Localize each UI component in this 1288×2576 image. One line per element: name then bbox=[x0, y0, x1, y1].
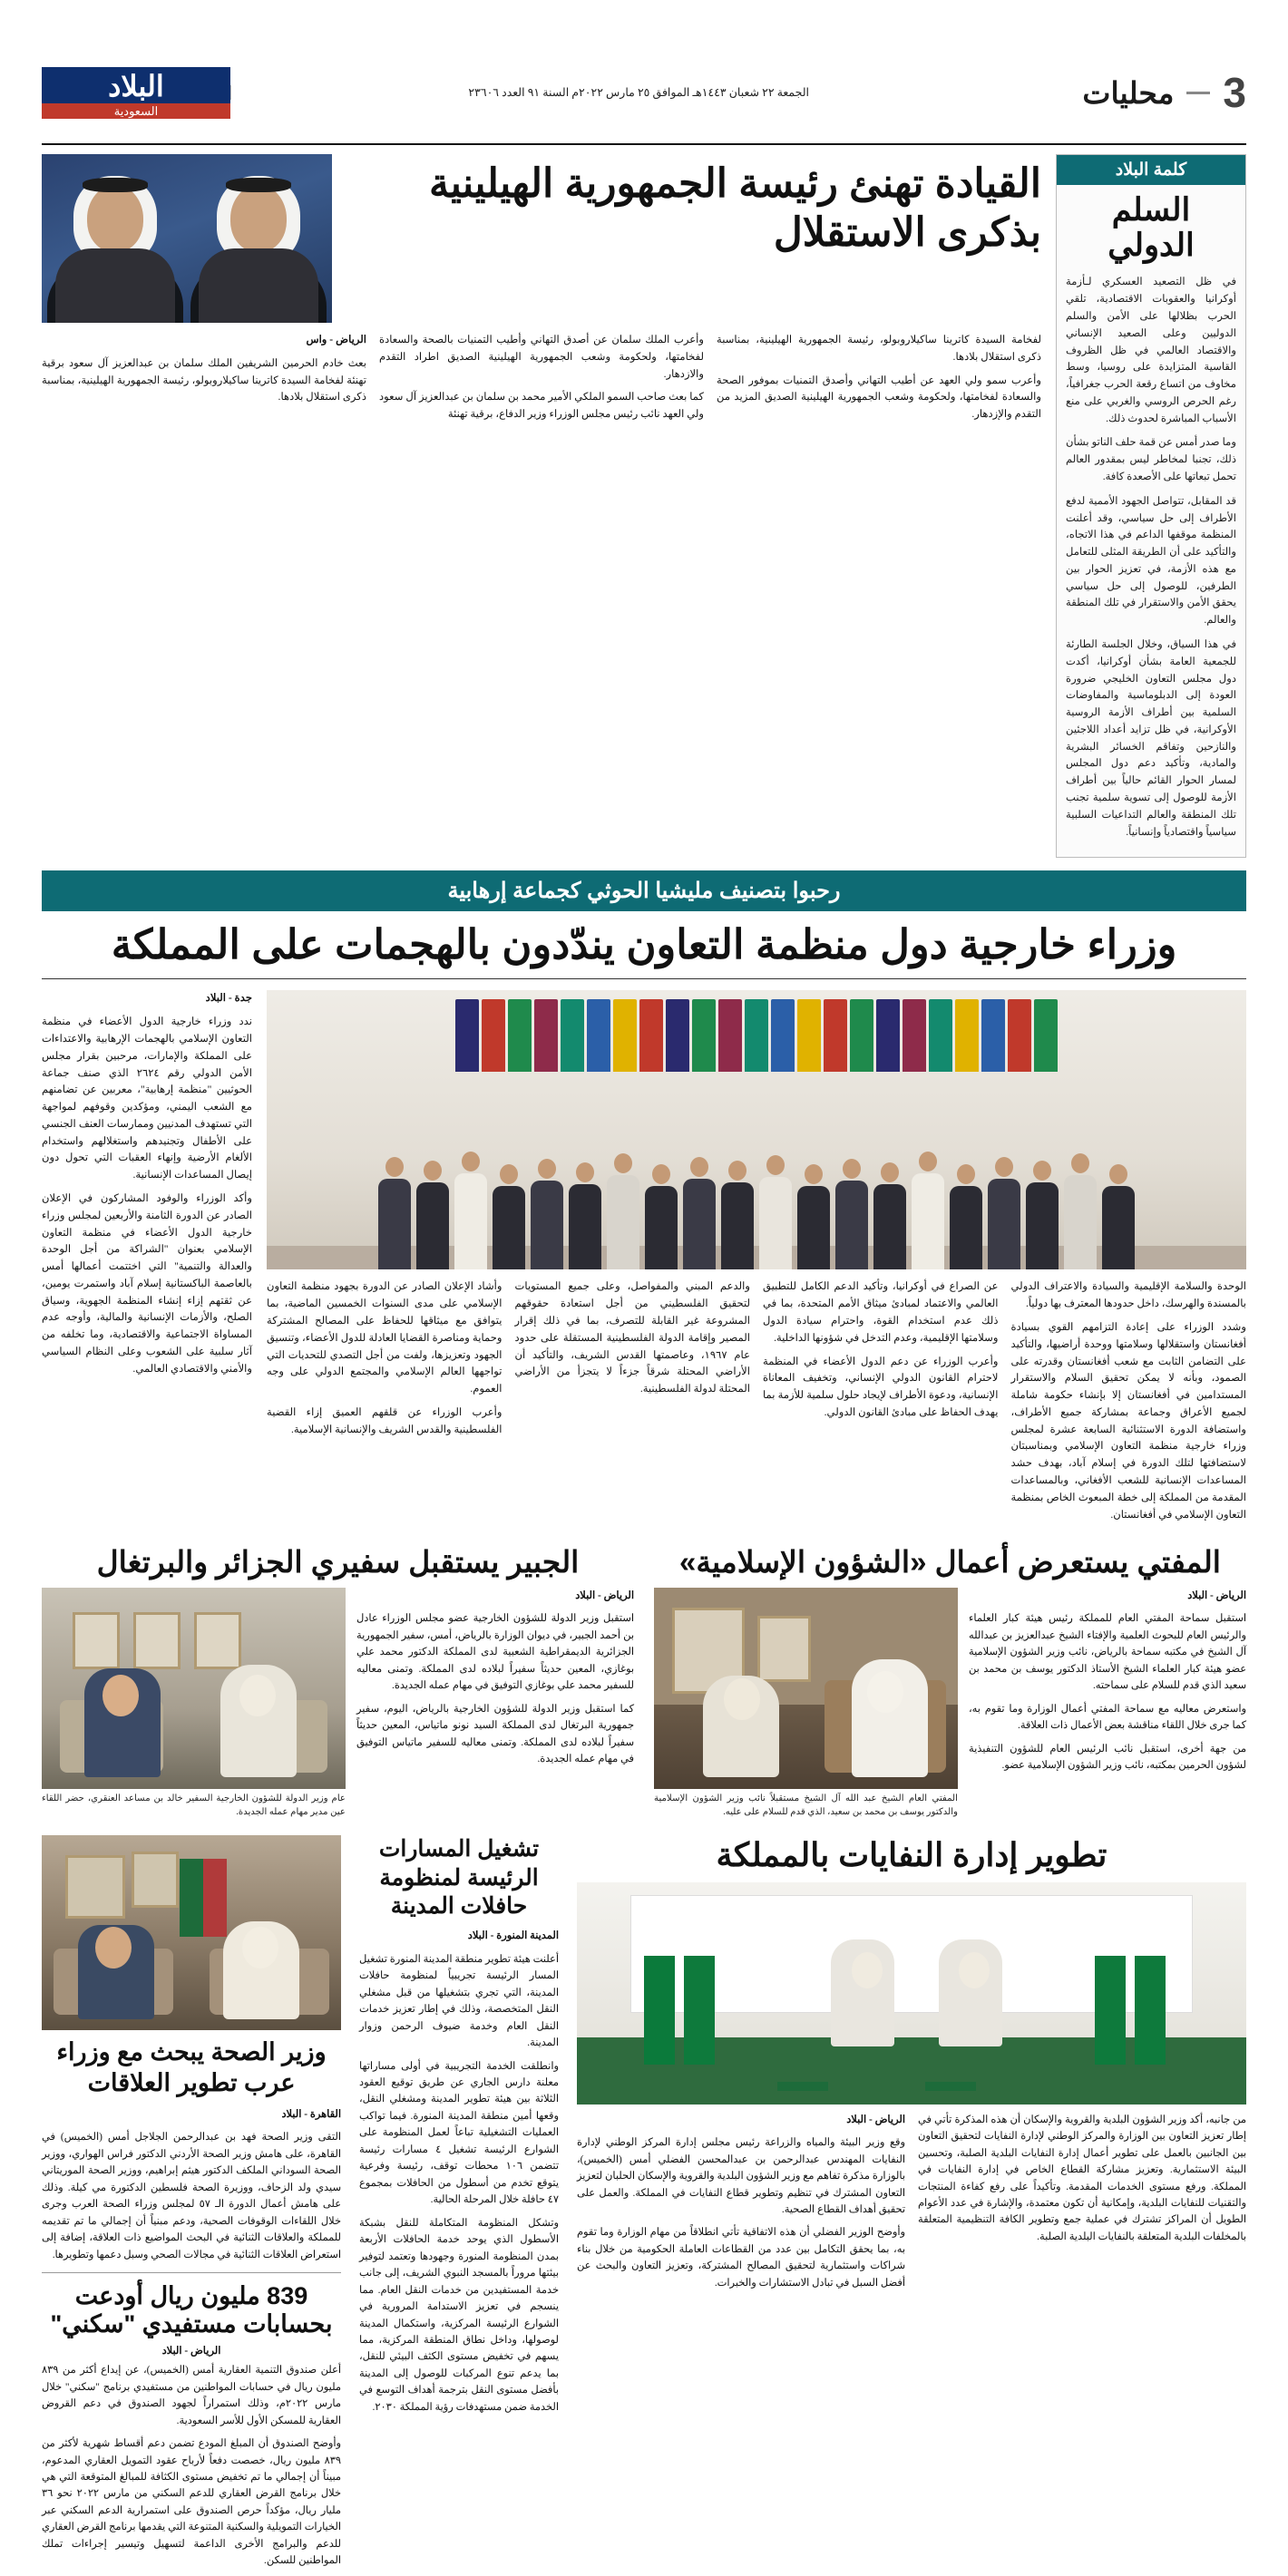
housing-headline: 839 مليون ريال أودعت بحسابات مستفيدي "سكني" bbox=[50, 2282, 333, 2338]
top-section bbox=[42, 154, 1246, 858]
dateline: القاهرة - البلاد bbox=[281, 2108, 341, 2120]
main-story-right-column bbox=[42, 990, 252, 1384]
dateline: المدينة المنورة - البلاد bbox=[467, 1930, 559, 1942]
opinion-title: السلم الدولي bbox=[1107, 192, 1195, 264]
lead-story bbox=[42, 154, 1041, 430]
lead-photo-royals bbox=[42, 154, 332, 323]
masthead bbox=[42, 0, 1246, 136]
story-housing bbox=[42, 2282, 341, 2570]
story-madinah-buses bbox=[359, 1835, 559, 2422]
mufti-headline: المفتي يستعرض أعمال «الشؤون الإسلامية» bbox=[679, 1545, 1221, 1580]
paragraph: وأشاد الإعلان الصادر عن الدورة بجهود منظمة التعاون الإسلامي على مدى السنوات الخمسين الماضية، بما يتوافق مع ميثاقها للحفاظ على المصالح المشتركة وحماية ومناصرة القضايا العادلة للدول الأعضاء، وتنسيق الجهود وتعزيزها، ولفت من أجل التصدي للتحديات التي تواجهها العالم الإسلامي والمجتمع الدولي على وجه العموم. bbox=[267, 1280, 503, 1395]
paragraph: وأوضح الصندوق أن المبلغ المودع تضمن دعم أقساط شهرية لأكثر من ٨٣٩ مليون ريال، خصصت دفعاً لأرباح عقود التمويل العقاري المدعوم، مبيناً أن إجمالي ما تم تخفيض مستوى الكثافة للمبالغ المتوقعة التي هي خلال برنامج القرض العقاري للدعم السكني من مارس ٢٠٢٢ نحو ٣٦ مليار ريال، مؤكداً حرص الصندوق على استمرارية الدعم السكني عبر الخيارات التمويلية والسكنية المتنوعة التي يقدمها برنامج القرض العقاري للدعم والبرامج الأخرى الداعمة لتسهيل وتيسير إجراءات تملك المواطنين للسكن. bbox=[42, 2438, 341, 2567]
madinah-body bbox=[359, 1928, 559, 2416]
opinion-paragraph: قد المقابل، تتواصل الجهود الأممية لدفع الأطراف إلى حل سياسي، وقد أعلنت المنظمة موقفها الداعم في هذا الاتجاه، والتأكيد على أن الطريقة المثلى للتعامل مع هذه الأزمة، في تعزيز الحوار بين الطرفين، للوصول إلى حل سياسي يحقق الأمن والاستقرار في تلك المنطقة والعالم. bbox=[1066, 494, 1236, 627]
story-health bbox=[42, 1835, 341, 2263]
opinion-badge: كلمة البلاد bbox=[1057, 155, 1245, 185]
jubeir-inner bbox=[42, 1588, 634, 1820]
lead-story-body bbox=[42, 332, 1041, 430]
issue-date-line: الجمعة ٢٢ شعبان ١٤٤٣هـ الموافق ٢٥ مارس ٢٠٢٢م السنة ٩١ العدد ٢٣٦٠٦ bbox=[230, 85, 1046, 100]
paragraph: وأوضح الوزير الفضلي أن هذه الاتفاقية تأتي انطلاقاً من مهام الوزارة وما تقوم به، بما يحقق التكامل بين عدد من القطاعات العاملة الحكومية من خلال بناء شراكات واستثمارية لتحقيق المصالح المشتركة، وتعزيز التعاون والبحث عن أفضل السبل في تبادل الاستشارات والخبرات. bbox=[577, 2227, 905, 2289]
lead-col-1 bbox=[42, 332, 366, 430]
jubeir-headline: الجبير يستقبل سفيري الجزائر والبرتغال bbox=[96, 1545, 580, 1580]
paragraph: واستعرض معاليه مع سماحة المفتي أعمال الوزارة وما تقوم به، كما جرى خلال اللقاء مناقشة بعض الأعمال ذات العلاقة. bbox=[969, 1703, 1246, 1732]
paragraph: وأعرب سمو ولي العهد عن أطيب التهاني وأصدق التمنيات بموفور الصحة والسعادة لفخامتها، ولحكومة وشعب الجمهورية الهيلينية الصديق المزيد من التقدم والإزدهار. bbox=[717, 374, 1041, 421]
photo-mufti-meeting bbox=[654, 1588, 958, 1789]
opinion-body bbox=[1066, 274, 1236, 841]
ms-col-4 bbox=[1011, 1278, 1247, 1530]
ms-col-3 bbox=[763, 1278, 999, 1530]
paragraph: لفخامة السيدة كاترينا ساكيلاروبولو، رئيسة الجمهورية الهيلينية، بمناسبة ذكرى استقلال بلادها. bbox=[717, 334, 1041, 363]
mid-section bbox=[42, 1544, 1246, 1819]
housing-body bbox=[42, 2362, 341, 2570]
dateline: الرياض - البلاد bbox=[575, 1589, 634, 1601]
photo-waste-signing bbox=[577, 1882, 1246, 2105]
photo-health-meeting bbox=[42, 1835, 341, 2030]
main-story-columns bbox=[267, 1278, 1246, 1530]
ms-col-2 bbox=[515, 1278, 751, 1530]
paragraph: التقى وزير الصحة فهد بن عبدالرحمن الجلاجل أمس (الخميس) في القاهرة، على هامش وزير الصحة الأردني الدكتور فراس الهواري، ووزير الصحة السوداني الملكف الدكتور هيثم إبراهيم، ووزير الصحة الموريتاني سيدي ولد الزحاف، ووزيرة الصحة فلسطين الدكتورة مي كيلة. وذلك على هامش أعمال الدورة الـ ٥٧ لمجلس وزراء الصحة العرب وجرى خلال اللقاءات الوقوفات الصحية، ودعم مبنياً أن إجمالي ما تم تقديمه للمملكة والعلاقات الثنائية في البحث المواضيع ذات العلاقة، إضافة إلى استعراض العلاقات الثنائية في مجالات الصحي وسبل دعمها وتطويرها. bbox=[42, 2132, 341, 2260]
mufti-body bbox=[969, 1588, 1246, 1781]
paragraph: وأعرب الملك سلمان عن أصدق التهاني وأطيب التمنيات بالصحة والسعادة لفخامتها، ولحكومة وشعب الجمهورية الهيلينية الصديق اطراد التقدم والازدهار. bbox=[379, 334, 704, 380]
paragraph: أعلنت هيئة تطوير منطقة المدينة المنورة تشغيل المسار الرئيسة تجريبياً لمنظومة حافلات المدينة، التي تجري بتشغيلها من قبل مشغلي النقل المتخصصة، وذلك في إطار تعزيز خدمات النقل العام وخدمة ضيوف الرحمن وزوار المدينة. bbox=[359, 1953, 559, 2049]
paragraph: أعلن صندوق التنمية العقارية أمس (الخميس)، عن إيداع أكثر من ٨٣٩ مليون ريال في حسابات المواطنين من مستفيدي برنامج "سكني" خلال مارس ٢٠٢٢م، وذلك استمراراً لجهود الصندوق في دعم القروض العقارية للمسكن الأول للأسر السعودية. bbox=[42, 2365, 341, 2426]
story-jubeir bbox=[42, 1544, 634, 1819]
logo-subtitle: السعودية bbox=[42, 103, 230, 119]
logo-title: البلاد bbox=[42, 67, 230, 103]
paragraph: ندد وزراء خارجية الدول الأعضاء في منظمة التعاون الإسلامي بالهجمات الإرهابية والاعتداءات على المملكة والإمارات، مرحبين بقرار مجلس الأمن الدولي رقم ٢٦٢٤ الذي صنف جماعة الحوثيين "منظمة إرهابية"، معربين عن تضامنهم مع الشعب اليمني، ومؤكدين وقوفهم لمواجهة التي تستهدف المدنيين وممارسات العنف الجنسي على الأطفال وتجنيدهم واستغلالهم واستخدام الألغام الأرضية وإنهاء العقبات التي تحول دون إيصال المساعدات الإنسانية. bbox=[42, 1016, 252, 1181]
photo-jubeir-meeting bbox=[42, 1588, 346, 1789]
section-banner: رحبوا بتصنيف مليشيا الحوثي كجماعة إرهابية bbox=[42, 870, 1246, 911]
paragraph: وتشكل المنظومة المتكاملة للنقل بشبكة الأسطول الذي يوحد خدمة الحافلات الأربعة بمدن المنظومة المنورة وجهودها وتعتمد لتوفير بيئتها مروراً بالمسجد النبوي الشريف، إلى جانب خدمة المستفيدين من خدمات النقل العام. مما ينسجم في تعزيز الاستدامة المرورية في الشوارع الرئيسة المركزية، واستكمال المدينة لوصولها، وداخل نطاق المنطقة المركزية، مما يسهم في تخفيض مستوى الكثف البيئي للنقل، بما يدعم تنوع المركبات للوصول إلى المدينة بأفضل مستوى النقل بترجمة أهداف التوسع في الخدمة ضمن مستهدفات رؤية المملكة ٢٠٣٠. bbox=[359, 2217, 559, 2413]
waste-col-right bbox=[577, 2112, 905, 2299]
lead-col-3 bbox=[717, 332, 1041, 430]
paragraph: وأعرب الوزراء عن دعم الدول الأعضاء في المنظمة لاحترام القانون الدولي الإنساني، وتخفيف المعاناة الإنسانية، ودعوة الأطراف لإيجاد حلول سلمية للأزمة بما يهدف الحفاظ على مبادئ القانون الدولي. bbox=[763, 1355, 999, 1418]
paragraph: وانطلقت الخدمة التجريبية في أولى مساراتها معلنة دارس الجاري عن طريق توقيع العقود الثلاثة بين هيئة تطوير المدينة ومشغلي النقل، وقعها أمين منطقة المدينة المنورة. فيما تواكب العمليات التشغيلية تباعاً لعمل المنظومة على الشوارع الرئيسة تشغيل ٤ مسارات رئيسة تتضمن ١٠٦ محطات توقف، رئيسة وفرعية يتوقع تخدم من أسطول من الحافلات بمجموع ٤٧ حافلة خلال المرحلة الحالية. bbox=[359, 2060, 560, 2206]
opinion-paragraph: وما صدر أمس عن قمة حلف الناتو بشأن ذلك، تجنبا لمخاطر ليس بمقدور العالم تحمل تبعاتها على الأصعدة كافة. bbox=[1066, 436, 1236, 482]
portrait-king bbox=[47, 170, 183, 323]
left-stack bbox=[42, 1835, 341, 2575]
lead-headline: القيادة تهنئ رئيسة الجمهورية الهيلينية بذكرى الاستقلال bbox=[429, 161, 1041, 255]
opinion-paragraph: في ظل التصعيد العسكري لـأزمة أوكرانيا والعقوبات الاقتصادية، تلقي الحرب بظلالها على الأمن والسلم الدوليين وعلى الصعيد الإنساني والاقتصاد العالمي في ظل الظروف القاسية المتزايدة على روسيا، وسط مخاوف من اتساع رقعة الحرب جغرافياً، رغم الحرص الروسي والغربي على منع الأسباب المباشرة لحدوث ذلك. bbox=[1066, 276, 1236, 424]
mufti-photo-caption: المفتي العام الشيخ عبد الله آل الشيخ مستقبلاً نائب وزير الشؤون الإسلامية والدكتور يوسف بن محمد بن سعيد، الذي قدم للسلام على عليه. bbox=[654, 1793, 958, 1817]
paragraph: استقبل سماحة المفتي العام للمملكة رئيس هيئة كبار العلماء والرئيس العام للبحوث العلمية والإفتاء الشيخ عبدالعزيز بن عبدالله آل الشيخ في مكتبه سماحة بالرياض، نائب وزير الشؤون الإسلامية عضو هيئة كبار العلماء الشيخ الأستاذ الدكتور يوسف بن محمد بن سعيد الذي قدم للسلام على سماحته. bbox=[969, 1613, 1246, 1692]
section-title: محليات bbox=[1082, 75, 1175, 110]
paragraph: من جهة أخرى، استقبل نائب الرئيس العام للشؤون التنفيذية لشؤون الحرمين بمكتبه، نائب وزير الشؤون الإسلامية عضو. bbox=[969, 1743, 1246, 1772]
story-mufti bbox=[654, 1544, 1246, 1819]
delegates-row bbox=[267, 1083, 1246, 1269]
masthead-rule bbox=[42, 143, 1246, 145]
flag-row bbox=[267, 999, 1246, 1075]
paragraph: وأعرب الوزراء عن قلقهم العميق إزاء القضية الفلسطينية والقدس الشريف والإنسانية الإسلامية. bbox=[267, 1405, 503, 1435]
paragraph: من جانبه، أكد وزير الشؤون البلدية والقروية والإسكان أن هذه المذكرة تأتي في إطار تعزيز التعاون بين الوزارة والمركز الوطني لإدارة النفايات لتحقيق التعاون بين الجانبين بالعمل على تطوير أعمال إدارة النفايات البلدية الصلبة، وتحسين البيئة الاستثمارية. وتعزيز مشاركة القطاع الخاص في إدارة النفايات في المملكة. ورفع مستوى الخدمات المقدمة. وتأكيداً على رفع كفاءة المنتجات والتقنيات للنفايات البلدية، وإمكانية أن تكون معتمدة، والإشارة في عدد الأعوام الطويل أن المراكز تشترك في عملية جمع وتطوير الكافة التنظيمية المتعلقة بالمخلفات البلدية المتعلقة بالنفايات البلدية الصلبة. bbox=[918, 2114, 1246, 2242]
health-headline: وزير الصحة يبحث مع وزراء عرب تطوير العلاقات bbox=[56, 2038, 327, 2097]
madinah-headline: تشغيل المسارات الرئيسة لمنظومة حافلات المدينة bbox=[378, 1836, 540, 1919]
main-story-center bbox=[267, 990, 1246, 1530]
main-story bbox=[42, 990, 1246, 1530]
main-headline: وزراء خارجية دول منظمة التعاون يندّدون بالهجمات على المملكة bbox=[111, 921, 1177, 968]
divider-dash bbox=[1186, 92, 1210, 94]
paragraph: وأكد الوزراء والوفود المشاركون في الإعلان الصادر عن الدورة الثامنة والأربعين لمجلس وزراء خارجية الدول الأعضاء في منظمة التعاون الإسلامي بعنوان "الشراكة من أجل الوحدة والعدالة والتنمية" التي اختتمت أعمالها أمس بالعاصمة الباكستانية إسلام آباد واستمرت يومين، عن ثقتهم إزاء إنشاء المنظمة الجهوية، وسياق الصلح، والأزمات الإنسانية والمالية، وأوجه عدم المساواة الاجتماعية والاقتصادية، وما تخلفه من آثار سلبية على الشعوب وعلى النظام السياسي والأمني والاقتصادي العالمي. bbox=[42, 1191, 252, 1375]
paragraph: استقبل وزير الدولة للشؤون الخارجية عضو مجلس الوزراء عادل بن أحمد الجبير، في ديوان الوزارة بالرياض، أمس، سفير الجمهورية الجزائرية الديمقراطية الشعبية لدى المملكة الدكتور محمد علي بوغازي، المعين حديثاً سفيراً لبلاده لدى المملكة. وتمنى معاليه للسفير محمد علي بوغازي التوفيق في مهام عمله الجديدة. bbox=[356, 1613, 634, 1692]
portrait-crown-prince bbox=[190, 170, 327, 323]
lead-story-header bbox=[42, 154, 1041, 323]
photo-oic-group bbox=[267, 990, 1246, 1269]
paragraph: الوحدة والسلامة الإقليمية والسيادة والاعتراف الدولي بالمسندة والهرسك، داخل حدودها المعترف بها دولياً. bbox=[1010, 1280, 1246, 1310]
paragraph: وشدد الوزراء على إعادة التزامهم القوي بسيادة أفغانستان واستقلالها وسلامتها ووحدة أراضيها، والتأكيد على التضامن الثابت مع شعب أفغانستان وقدرته على الصمود، وبأنه لا يمكن تحقيق السلام والاستقرار المستدامين في أفغانستان إلا بإنشاء حكومة شاملة لجميع الأعراق وجماعة بمشاركة جميع الأطراف، واستضافة الدورة الاستثنائية السابعة عشرة لمجلس وزراء خارجية منظمة التعاون الإسلامي وبمناسبتان لاستضافتها لتلك الدورة في إسلام آباد، بهدف حشد المساعدات الإنسانية للشعب الأفغاني، وبالمساعدات المقدمة من المملكة إلى خطة المبعوث الخاص بمنظمة التعاون الإسلامي في أفغانستان. bbox=[1010, 1320, 1246, 1521]
page-number: 3 bbox=[1223, 69, 1246, 116]
waste-headline: تطوير إدارة النفايات بالمملكة bbox=[716, 1836, 1107, 1874]
story-separator bbox=[42, 2272, 341, 2273]
newspaper-logo bbox=[42, 67, 230, 119]
paragraph: والدعم المبني والمفواصل، وعلى جميع المستويات لتحقيق الفلسطيني من أجل استعادة حقوقهم المشروعة غير القابلة للتصرف، بما في ذلك إقرار المصير وإقامة الدولة الفلسطينية المستقلة على حدود عام ١٩٦٧، وعاصمتها القدس الشريف، والتأكيد أن الأراضي المحتلة شرقاً جزءاً لا يتجزأ من الأراضي المحتلة لدولة الفلسطينية. bbox=[514, 1280, 751, 1395]
paragraph: بعث خادم الحرمين الشريفين الملك سلمان بن عبدالعزيز آل سعود برقية تهنئة لفخامة السيدة كاترينا ساكيلاروبولو، رئيسة الجمهورية الهيلينية، بمناسبة ذكرى استقلال بلادها. bbox=[42, 356, 366, 403]
waste-col-left bbox=[918, 2112, 1246, 2299]
paragraph: وقع وزير البيئة والمياه والزراعة رئيس مجلس إدارة المركز الوطني لإدارة النفايات المهندس عبدالرحمن بن عبدالمحسن الفضلي أمس (الخميس)، بالوزارة مذكرة تفاهم مع وزير الشؤون البلدية والقروية والإسكان الحلبان لتعزيز التعاون المشترك في تنظيم وتطوير قطاع النفايات في المملكة. والعمل على تحقيق أهداف القطاع الصحية. bbox=[577, 2137, 905, 2215]
masthead-left bbox=[1082, 69, 1246, 116]
dateline: الرياض - البلاد bbox=[846, 2114, 905, 2125]
paragraph: عن الصراع في أوكرانيا، وتأكيد الدعم الكامل للتطبيق العالمي والاعتماد لمبادئ ميثاق الأمم المتحدة، بما في ذلك عدم استخدام القوة، واحترام سيادة الدول وسلامتها الإقليمية، وعدم التدخل في شؤونها الداخلية. bbox=[763, 1280, 999, 1344]
dateline: جدة - البلاد bbox=[205, 992, 252, 1005]
mufti-inner bbox=[654, 1588, 1246, 1820]
health-body bbox=[42, 2106, 341, 2263]
opinion-paragraph: في هذا السياق، وخلال الجلسة الطارئة للجمعية العامة بشأن أوكرانيا، أكدت دول مجلس التعاون الخليجي ضرورة العودة إلى الدبلوماسية والمفاوضات السلمية بين أطراف الأزمة الروسية الأوكرانية، في ظل تزايد أعداد اللاجئين والنازحين وتفاقم الخسائر البشرية والمادية، وتأكيد دعم دول المجلس لمسار الحوار القائم حالياً بين أطراف الأزمة للوصول إلى تسوية سلمية تجنب تلك المنطقة والعالم التداعيات السلبية سياسياً واقتصادياً وإنسانياً. bbox=[1066, 638, 1236, 838]
story-waste bbox=[577, 1835, 1246, 2298]
dateline: الرياض - واس bbox=[306, 334, 366, 345]
waste-columns bbox=[577, 2112, 1246, 2299]
dateline: الرياض - البلاد bbox=[1187, 1589, 1246, 1601]
paragraph: كما بعث صاحب السمو الملكي الأمير محمد بن سلمان بن عبدالعزيز آل سعود ولي العهد نائب رئيس مجلس الوزراء وزير الدفاع، برقية تهنئة bbox=[379, 391, 704, 421]
paragraph: كما استقبل وزير الدولة للشؤون الخارجية بالرياض، اليوم، سفير جمهورية البرتغال لدى المملكة السيد نونو ماتياس، المعين حديثاً سفيراً لبلاده لدى المملكة. وتمنى معاليه للسفير ماتياس التوفيق في مهام عمله الجديدة. bbox=[356, 1703, 634, 1765]
lead-col-2 bbox=[379, 332, 704, 430]
opinion-column bbox=[1056, 154, 1246, 858]
headline-rule bbox=[42, 978, 1246, 979]
jubeir-body bbox=[356, 1588, 634, 1774]
dateline: الرياض - البلاد bbox=[161, 2346, 221, 2357]
bottom-section bbox=[42, 1835, 1246, 2575]
ms-col-1 bbox=[267, 1278, 503, 1530]
jubeir-photo-caption: عام وزير الدولة للشؤون الخارجية السفير خالد بن مساعد العنقري، حضر اللقاء عين مدير مهام عمله الجديدة. bbox=[42, 1793, 346, 1817]
